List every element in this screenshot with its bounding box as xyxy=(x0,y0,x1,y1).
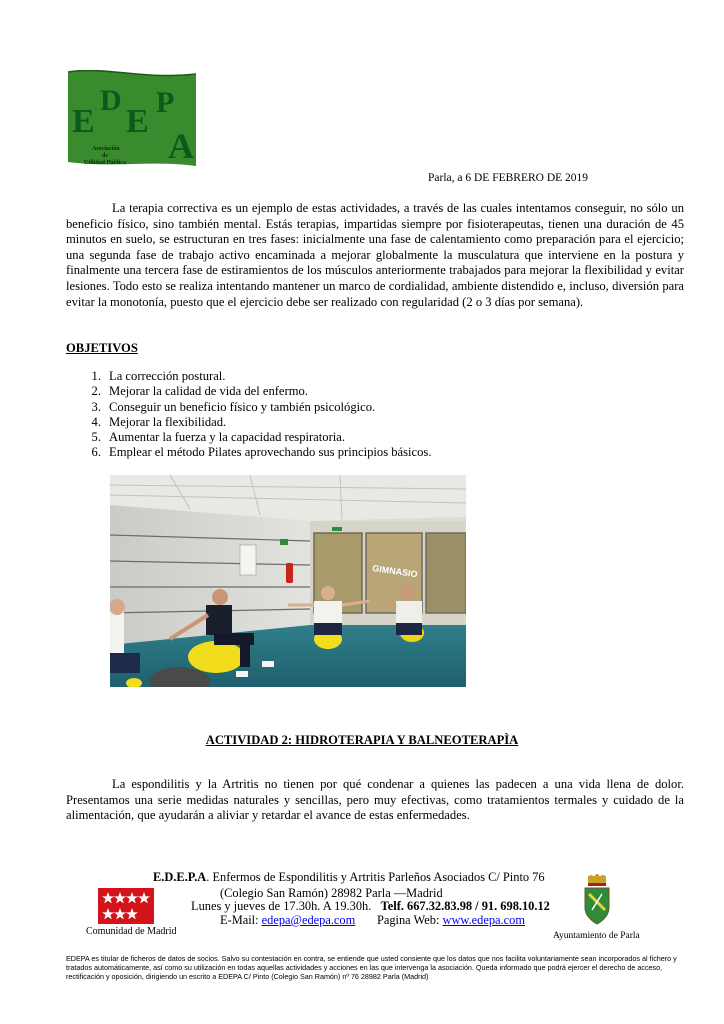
svg-text:A: A xyxy=(168,126,194,166)
intro-paragraph: La terapia correctiva es un ejemplo de estas actividades, a través de las cuales intentamos conseguir, no sólo un beneficio físico, sino también mental. Estás terapias, impartidas siempre por fisioterapeutas, tienen una duración de 45 minutos en suelo, se estructuran en tres fases: inicialmente una fase de calentamiento como preparación para el ejercicio; una segunda fase de trabajo activo encaminada a mejorar globalmente la musculatura que interviene en la postura y finalmente una tercera fase de estiramientos de los músculos anteriormente trabajados para mejorar la flexibilidad y evitar lesiones. Todo esto se realiza intentando mantener un marco de cordialidad, ambiente distendido e, incluso, diversión para evitar la monotonía, puesto que el ejercicio debe ser realizado con regularidad (2 o 3 días por semana). xyxy=(66,201,684,309)
list-item: 4. Mejorar la flexibilidad. xyxy=(91,414,227,429)
footer-line-2: (Colegio San Ramón) 28982 Parla —Madrid xyxy=(220,886,443,900)
svg-text:Utilidad Pública: Utilidad Pública xyxy=(84,160,126,166)
list-item: 2. Mejorar la calidad de vida del enfermo. xyxy=(91,384,308,399)
edepa-logo xyxy=(64,70,200,170)
comunidad-madrid-label: Comunidad de Madrid xyxy=(86,926,177,937)
svg-text:de: de xyxy=(102,153,108,159)
activity2-title: ACTIVIDAD 2: HIDROTERAPIA Y BALNEOTERAPÌA xyxy=(205,733,519,747)
footer-line-4: E-Mail: edepa@edepa.com Pagina Web: www.edepa.com xyxy=(220,913,525,927)
svg-text:D: D xyxy=(100,84,122,117)
svg-text:P: P xyxy=(156,86,175,119)
objectives-heading: OBJETIVOS xyxy=(66,341,138,355)
svg-text:E: E xyxy=(72,103,95,140)
svg-text:GIMNASIO: GIMNASIO xyxy=(371,563,419,580)
svg-text:E: E xyxy=(126,103,149,140)
list-item: 6. Emplear el método Pilates aprovechando sus principios básicos. xyxy=(91,445,432,460)
date-line: Parla, a 6 DE FEBRERO DE 2019 xyxy=(428,172,589,184)
legal-notice: EDEPA es titular de ficheros de datos de socios. Salvo su contestación en contra, se entiende que usted consiente que los datos que nos facilita voluntariamente sean incorporados al fichero y tratados automáticamente, así como su utilización en todas aquellas actividades y acciones en las que intervenga la asociación. Queda informado que podrá ejercer el derecho de acceso, rectificación y oposición, dirigiendo un escrito a EDEPA C/ Pinto (Colegio San Ramón) nº 76 28982 Parla (Madrid) xyxy=(66,954,677,981)
list-item: 1. La corrección postural. xyxy=(91,369,226,383)
website-link[interactable]: www.edepa.com xyxy=(442,913,525,927)
therapy-session-photo xyxy=(110,475,466,687)
footer-line-3: Lunes y jueves de 17.30h. A 19.30h. Telf. 667.32.83.98 / 91. 698.10.12 xyxy=(191,899,550,913)
list-item: 3. Conseguir un beneficio físico y también psicológico. xyxy=(91,399,376,414)
ayuntamiento-label: Ayuntamiento de Parla xyxy=(553,931,640,941)
list-item: 5. Aumentar la fuerza y la capacidad respiratoria. xyxy=(91,430,346,445)
svg-text:Asociación: Asociación xyxy=(92,146,120,152)
footer-line-1: E.D.E.P.A. Enfermos de Espondilitis y Artritis Parleños Asociados C/ Pinto 76 xyxy=(153,870,545,884)
parla-crest-icon xyxy=(582,874,612,926)
comunidad-madrid-flag xyxy=(98,888,154,924)
email-link[interactable]: edepa@edepa.com xyxy=(261,913,356,927)
objectives-list xyxy=(66,369,431,461)
activity2-paragraph: La espondilitis y la Artritis no tienen por qué condenar a quienes las padecen a una vida llena de dolor. Presentamos una serie medidas naturales y sencillas, pero muy efectivas, como tratamientos termales y cuidado de la alimentación, que ayudarán a aliviar y retardar el avance de estas enfermedades. xyxy=(66,777,684,823)
